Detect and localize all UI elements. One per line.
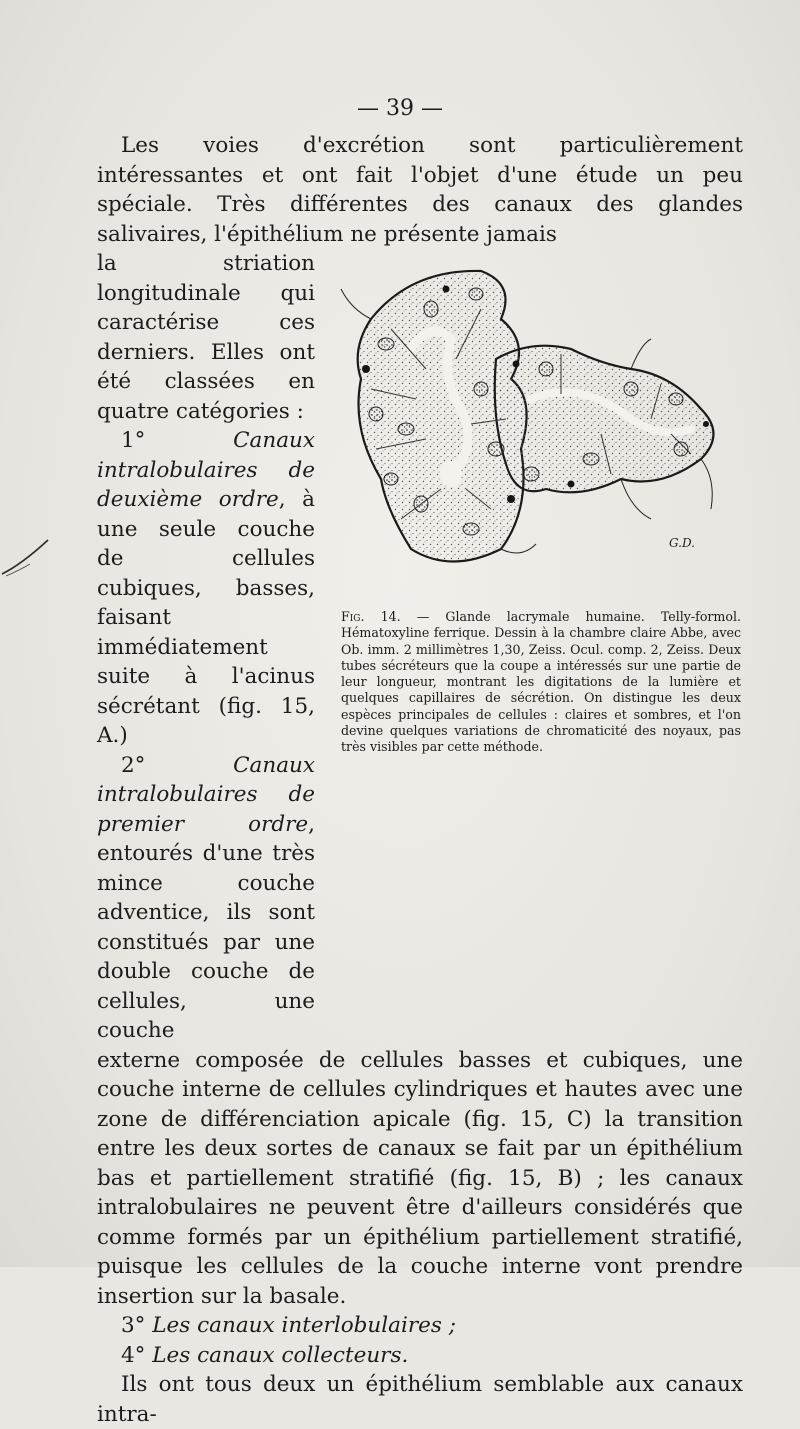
intro-paragraph-wide: Les voies d'excrétion sont particulièrement intéressantes et ont fait l'objet d'une étude un peu spéciale. Très différentes des canaux des glandes salivaires, l'épithélium ne présente jamais <box>97 133 743 247</box>
list-item-1 <box>97 426 315 751</box>
narrow-text-column <box>97 249 315 1046</box>
list-item-4-title: Les canaux collecteurs. <box>152 1342 409 1368</box>
figure-14 <box>331 249 743 756</box>
lacrimal-gland-illustration <box>331 249 743 601</box>
list-item-2-continuation: externe composée de cellules basses et cubiques, une couche interne de cellules cylindriques et hautes avec une zone de différenciation apicale (fig. 15, C) la transition entre les deux sortes de canaux se fait par un épithélium bas et partiellement stratifié (fig. 15, B) ; les canaux intralobulaires ne peuvent être d'ailleurs considérés que comme formés par un épithélium partiellement stratifié, puisque les cellules de la couche interne vont prendre insertion sur la basale. <box>97 1047 743 1309</box>
list-item-3-title: Les canaux interlobulaires ; <box>152 1313 456 1338</box>
list-item-1-number: 1° <box>121 428 234 453</box>
figure-caption-label: Fig. 14. <box>341 609 401 624</box>
list-item-3-number: 3° <box>121 1313 153 1338</box>
figure-signature: G.D. <box>669 536 695 550</box>
list-item-2 <box>97 751 315 1046</box>
list-item-1-text: , à une seule couche de cellules cubiques, basses, faisant immédiatement suite à l'acinus sécrétant (fig. 15, A.) <box>97 487 315 748</box>
list-item-4 <box>97 1341 743 1371</box>
list-item-2-number: 2° <box>121 752 234 778</box>
page-number: — 39 — <box>357 96 443 121</box>
list-item-1-title: Canaux intralobulaires de deuxième ordre <box>97 428 315 512</box>
list-item-3 <box>97 1311 743 1341</box>
figure-caption <box>331 609 743 756</box>
pencil-margin-mark <box>0 530 60 580</box>
list-item-2-text: , entourés d'une très mince couche adventice, ils sont constitués par une double couche de cellules, une couche <box>97 811 315 1043</box>
final-paragraph: Ils ont tous deux un épithélium semblable aux canaux intra- <box>97 1372 743 1427</box>
intro-paragraph-narrow: la striation longitudinale qui caractérise ces derniers. Elles ont été classées en quatre catégories : <box>97 251 315 424</box>
page-body <box>97 131 743 1429</box>
list-item-2-title: Canaux intralobulaires de premier ordre <box>97 752 315 837</box>
figure-caption-text: — Glande lacrymale humaine. Telly-formol. Hématoxyline ferrique. Dessin à la chambre claire Abbe, avec Ob. imm. 2 millimètres 1,30, Zeiss. Ocul. comp. 2, Zeiss. Deux tubes sécréteurs que la coupe a intéressés sur une partie de leur longueur, montrant les digitations de la lumière et quelques capillaires de sécrétion. On distingue les deux espèces principales de cellules : claires et sombres, et l'on devine quelques variations de chromaticité des noyaux, pas très visibles par cette méthode. <box>341 609 741 755</box>
list-item-4-number: 4° <box>121 1342 153 1368</box>
